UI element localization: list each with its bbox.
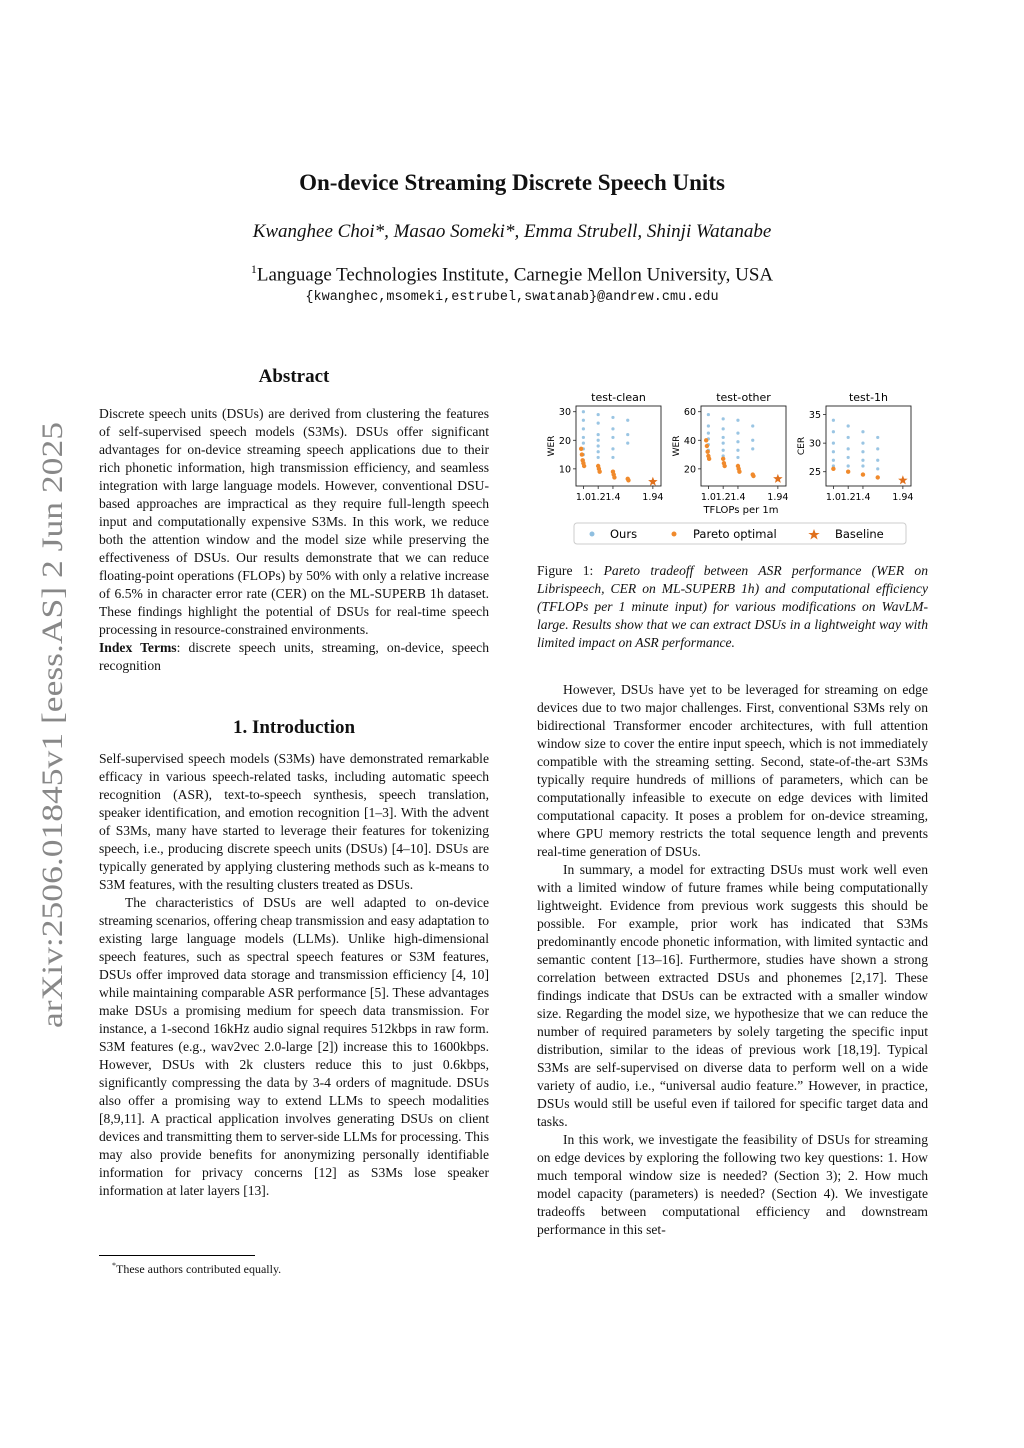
- author-list: Kwanghee Choi*, Masao Someki*, Emma Strubell, Shinji Watanabe: [252, 221, 772, 242]
- ours-point: [582, 436, 585, 439]
- ours-point: [876, 447, 879, 450]
- ours-point: [597, 444, 600, 447]
- index-terms: [99, 639, 489, 675]
- ours-point: [832, 419, 835, 422]
- ours-point: [707, 424, 710, 427]
- panel-title: test-1h: [848, 391, 889, 404]
- figure-label: Figure 1:: [537, 563, 604, 578]
- baseline-point: [898, 475, 908, 484]
- intro-paragraph-2: The characteristics of DSUs are well adapted to on-device streaming scenarios, offering cheap transmission and easy adaptation to existing large language models (LLMs). Unlike high-dimensional speech features, such as spectral speech features or S3M features, DSUs offer improved data storage and transmission efficiency [4, 10] while maintaining comparable ASR performance [5]. These advantages make DSUs a promising medium for speech data transmission. For instance, a 1-second 16kHz audio signal requires 512kbps in raw form. S3M features (e.g., wav2vec 2.0-large [2]) increase this to 1600kbps. However, DSUs with 2k clusters reduce this to just 0.6kbps, significantly compressing the data by 3-4 orders of magnitude. DSUs also offer a promising way to extend LLMs to speech modalities [8,9,11]. A practical application involves generating DSUs on client devices and transmitting them to server-side LLMs for processing. This may also provide benefits for anonymizing personally identifiable information for privacy concerns [12] as S3Ms lose speaker information at later layers [13].: [99, 895, 489, 1198]
- ours-point: [832, 459, 835, 462]
- author-emails: {kwanghec,msomeki,estrubel,swatanab}@andrew.cmu.edu: [305, 290, 719, 305]
- panel-title: test-clean: [591, 391, 646, 404]
- x-tick-label: 1.4: [730, 492, 746, 503]
- intro-paragraph-5: In this work, we investigate the feasibility of DSUs for streaming on edge devices by exploring the following two key questions: 1. How much temporal window size is needed? (Section 3); 2. How much model capacity (parameters) is needed? (Section 4). We investigate tradeoffs between computational efficiency and downstream performance in this set-: [537, 1132, 928, 1237]
- index-terms-text: : discrete speech units, streaming, on-device, speech recognition: [99, 640, 489, 673]
- ours-point: [722, 417, 725, 420]
- ours-point: [611, 436, 614, 439]
- ours-point: [861, 450, 864, 453]
- ours-point: [597, 456, 600, 459]
- pareto-point: [722, 464, 726, 468]
- abstract-section: [99, 368, 489, 675]
- y-axis-label: WER: [672, 435, 682, 457]
- pareto-point: [580, 452, 584, 456]
- pareto-point: [704, 438, 708, 442]
- y-tick-label: 20: [683, 464, 696, 476]
- introduction-section: [99, 719, 489, 1200]
- ours-point: [736, 440, 739, 443]
- ours-point: [722, 449, 725, 452]
- panel-frame: [826, 406, 911, 486]
- footnote-rule: [99, 1255, 255, 1256]
- pareto-point: [582, 464, 586, 468]
- pareto-point: [721, 457, 725, 461]
- introduction-continued: [537, 681, 928, 1239]
- pareto-point: [751, 474, 755, 478]
- ours-point: [847, 424, 850, 427]
- ours-point: [626, 419, 629, 422]
- ours-point: [611, 447, 614, 450]
- ours-point: [832, 442, 835, 445]
- pareto-point: [846, 470, 850, 474]
- ours-point: [582, 419, 585, 422]
- figure-1-caption: [537, 562, 928, 652]
- ours-point: [736, 432, 739, 435]
- x-tick-label: 1.94: [642, 492, 664, 503]
- legend-pareto-marker: [672, 532, 677, 537]
- abstract-text: Discrete speech units (DSUs) are derived from clustering the features of self-supervised speech models (S3Ms). DSUs offer significant advantages for on-device streaming speech applications due to their rich phonetic information, high transmission efficiency, and seamless integration with large language models. However, conventional DSU-based approaches are impractical as they require full-length speech input and computationally expensive S3Ms. In this work, we reduce both the attention window and the model size while preserving the effectiveness of DSUs. Our results demonstrate that we can reduce floating-point operations (FLOPs) by 50% with only a relative increase of 6.5% in character error rate (CER) on the ML-SUPERB 1h dataset. These findings highlight the potential of DSUs for real-time speech processing in resource-constrained environments.: [99, 406, 489, 637]
- x-tick-label: 1.2: [840, 492, 856, 503]
- ours-point: [626, 433, 629, 436]
- ours-point: [751, 447, 754, 450]
- ours-point: [751, 439, 754, 442]
- index-terms-label: Index Terms: [99, 640, 177, 655]
- ours-point: [597, 450, 600, 453]
- pareto-point: [861, 472, 865, 476]
- ours-point: [707, 432, 710, 435]
- panel-title: test-other: [716, 391, 771, 404]
- legend-ours: Ours: [610, 527, 638, 541]
- x-tick-label: 1.94: [892, 492, 914, 503]
- ours-point: [707, 413, 710, 416]
- ours-point: [861, 459, 864, 462]
- affiliation: [0, 262, 1024, 286]
- y-tick-label: 20: [558, 435, 571, 447]
- ours-point: [861, 464, 864, 467]
- ours-point: [832, 430, 835, 433]
- x-tick-label: 1.0: [700, 492, 716, 503]
- x-tick-label: 1.4: [605, 492, 621, 503]
- ours-point: [847, 456, 850, 459]
- ours-point: [722, 442, 725, 445]
- pareto-point: [579, 447, 583, 451]
- y-tick-label: 25: [808, 467, 821, 479]
- footnote: [112, 1261, 281, 1277]
- intro-paragraph-3: However, DSUs have yet to be leveraged for streaming on edge devices due to two major challenges. First, conventional S3Ms rely on bidirectional Transformer encoder architectures, with full attention window size to cover the entire input speech, which is not immediately compatible with the streaming setting. Second, state-of-the-art S3Ms typically require hundreds of millions of parameters, which can be computationally infeasible to execute on edge devices with limited computational capacity. It poses a problem for on-device streaming, where GPU memory restricts the total sequence length and prevents real-time generation of DSUs.: [537, 682, 928, 859]
- ours-point: [751, 424, 754, 427]
- ours-point: [861, 442, 864, 445]
- baseline-point: [773, 474, 783, 483]
- footnote-text: These authors contributed equally.: [116, 1262, 282, 1276]
- intro-paragraph-4: In summary, a model for extracting DSUs must work well even with a limited window of future frames while being computationally lightweight. Evidence from previous work suggests this should be possible. For example, prior work has indicated that S3Ms predominantly encode phonetic information, with limited syntactic and semantic content [13–16]. Furthermore, studies have shown a strong correlation between extracted DSUs and phonemes [2,17]. These findings indicate that DSUs can be extracted with a smaller window size. Regarding the model size, we hypothesize that we can reduce the number of required parameters by solely targeting the specific input distribution, similar to the ideas of previous work [18,19]. Typical S3Ms are self-supervised on diverse data to perform well on a wide variety of audio, i.e., “universal audio feature.” However, in practice, DSUs would still be useful even if tailored for specific target data and tasks.: [537, 862, 928, 1129]
- ours-point: [876, 467, 879, 470]
- y-axis-label: WER: [547, 435, 557, 457]
- ours-point: [611, 416, 614, 419]
- x-tick-label: 1.2: [715, 492, 731, 503]
- affiliation-text: Language Technologies Institute, Carnegie Mellon University, USA: [256, 264, 774, 286]
- panel-frame: [701, 406, 786, 486]
- legend-pareto-optimal: Pareto optimal: [693, 527, 777, 541]
- pareto-point: [737, 470, 741, 474]
- y-tick-label: 40: [683, 435, 696, 447]
- ours-point: [876, 459, 879, 462]
- legend-ours-marker: [590, 532, 595, 537]
- y-tick-label: 10: [558, 464, 571, 476]
- pareto-point: [597, 470, 601, 474]
- figure-caption-text: Pareto tradeoff between ASR performance (WER on Librispeech, CER on ML-SUPERB 1h) and computational efficiency (TFLOPs per 1 minute input) for various modifications on WavLM-large. Results show that we can extract DSUs in a lightweight way with limited impact on ASR performance.: [537, 563, 928, 650]
- figure-1: [546, 388, 926, 548]
- ours-point: [736, 456, 739, 459]
- x-tick-label: 1.4: [855, 492, 871, 503]
- ours-point: [722, 436, 725, 439]
- scatter-panel-test-clean: [547, 391, 663, 503]
- x-tick-label: 1.0: [825, 492, 841, 503]
- figure-legend: [574, 523, 906, 544]
- scatter-panel-test-other: [672, 391, 788, 503]
- ours-point: [847, 447, 850, 450]
- ours-point: [611, 427, 614, 430]
- ours-point: [597, 433, 600, 436]
- legend-baseline: Baseline: [835, 527, 884, 541]
- ours-point: [582, 410, 585, 413]
- ours-point: [582, 427, 585, 430]
- ours-point: [847, 464, 850, 467]
- x-tick-label: 1.94: [767, 492, 789, 503]
- abstract-heading: Abstract: [258, 366, 330, 387]
- arxiv-stamp-text: arXiv:2506.01845v1 [eess.AS] 2 Jun 2025: [36, 516, 69, 1028]
- y-tick-label: 30: [558, 407, 571, 419]
- affiliation-mark: 1: [250, 262, 257, 276]
- y-tick-label: 30: [808, 438, 821, 450]
- ours-point: [876, 436, 879, 439]
- arxiv-identifier-stamp: [30, 420, 70, 1030]
- ours-point: [861, 430, 864, 433]
- ours-point: [722, 427, 725, 430]
- x-tick-label: 1.0: [575, 492, 591, 503]
- ours-point: [597, 439, 600, 442]
- shared-x-axis-label: TFLOPs per 1m: [703, 505, 779, 516]
- pareto-point: [831, 467, 835, 471]
- introduction-heading: 1. Introduction: [232, 717, 356, 738]
- ours-point: [736, 419, 739, 422]
- ours-point: [847, 436, 850, 439]
- intro-paragraph-1: Self-supervised speech models (S3Ms) have demonstrated remarkable efficacy in various speech-related tasks, including automatic speech recognition (ASR), text-to-speech synthesis, speech translation, speaker identification, and emotion recognition [1–3]. With the advent of S3Ms, many have started to leverage their features for tokenizing speech, i.e., producing discrete speech units (DSUs) [4–10]. DSUs are typically generated by applying clustering methods such as k-means to S3M features, with the resulting clusters treated as DSUs.: [99, 751, 489, 892]
- pareto-point: [626, 478, 630, 482]
- ours-point: [626, 442, 629, 445]
- y-tick-label: 35: [808, 410, 821, 422]
- ours-point: [597, 413, 600, 416]
- pareto-scatter-plots: [546, 388, 926, 548]
- y-tick-label: 60: [683, 407, 696, 419]
- pareto-point: [612, 475, 616, 479]
- ours-point: [582, 442, 585, 445]
- y-axis-label: CER: [797, 436, 807, 456]
- scatter-panel-test-1h: [797, 391, 913, 503]
- pareto-point: [705, 444, 709, 448]
- ours-point: [736, 449, 739, 452]
- footnote-mark: *: [112, 1261, 116, 1270]
- ours-point: [611, 456, 614, 459]
- paper-title: On-device Streaming Discrete Speech Units: [299, 170, 725, 195]
- x-tick-label: 1.2: [590, 492, 606, 503]
- ours-point: [597, 422, 600, 425]
- pareto-point: [876, 475, 880, 479]
- pareto-point: [707, 457, 711, 461]
- ours-point: [832, 450, 835, 453]
- pareto-point: [705, 450, 709, 454]
- baseline-point: [648, 477, 658, 486]
- panel-frame: [576, 406, 661, 486]
